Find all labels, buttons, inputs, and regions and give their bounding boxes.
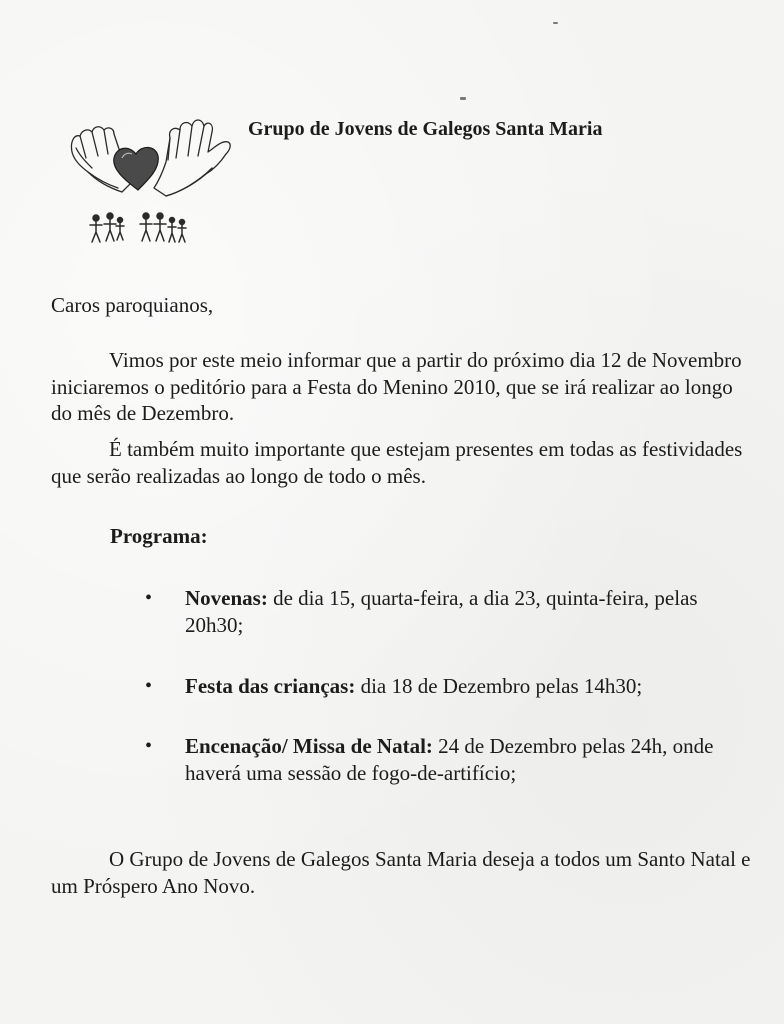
closing-paragraph [51,846,751,899]
intro-paragraph-text: Vimos por este meio informar que a partir do próximo dia 12 de Novembro iniciaremos o peditório para a Festa do Menino 2010, que se irá realizar ao longo do mês de Dezembro. [51,348,742,425]
paper-speck [553,22,558,24]
organization-title: Grupo de Jovens de Galegos Santa Maria [248,118,603,140]
hands-heart-logo-icon [62,112,234,250]
program-heading: Programa: [110,524,208,548]
closing-paragraph-text: O Grupo de Jovens de Galegos Santa Maria deseja a todos um Santo Natal e um Próspero Ano Novo. [51,847,751,898]
program-item-text [185,585,745,638]
bullet-icon: • [145,587,153,609]
salutation: Caros paroquianos, [51,293,214,317]
program-item-text [185,673,745,700]
program-item-label: Festa das crianças: [185,674,356,698]
attendance-paragraph-text: É também muito importante que estejam presentes em todas as festividades que serão realizadas ao longo de todo o mês. [51,437,743,488]
intro-paragraph [51,347,751,427]
program-item-text [185,733,745,786]
program-item-detail: 24 de Dezembro pelas 24h, onde haverá uma sessão de fogo-de-artifício; [185,734,714,785]
attendance-paragraph [51,436,751,489]
paper-speck [460,97,466,100]
bullet-icon: • [145,675,153,697]
bullet-icon: • [145,735,153,757]
program-item-detail: de dia 15, quarta-feira, a dia 23, quinta-feira, pelas 20h30; [185,586,698,637]
program-item-detail: dia 18 de Dezembro pelas 14h30; [355,674,643,698]
program-item-label: Novenas: [185,586,268,610]
program-item-label: Encenação/ Missa de Natal: [185,734,433,758]
